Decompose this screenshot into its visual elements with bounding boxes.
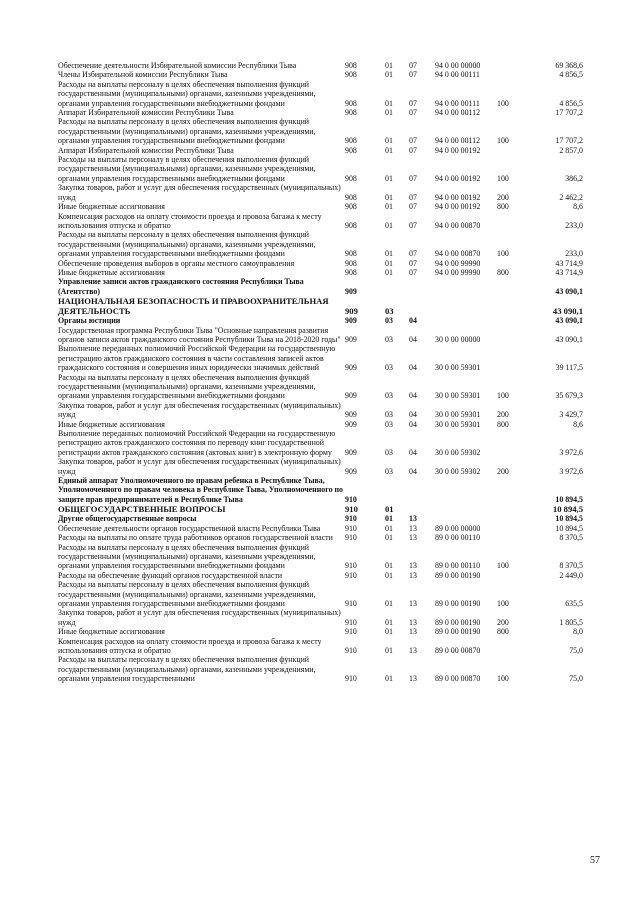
row-sum: 75,0 [569,674,583,684]
row-name: Иные бюджетные ассигнования [58,627,165,637]
table-row [58,296,583,316]
row-pr: 07 [409,192,417,202]
row-ved: 909 [345,316,357,326]
row-ved: 910 [345,570,357,580]
table-row [58,514,583,523]
row-pr: 04 [409,391,417,401]
row-rz: 03 [385,306,394,317]
row-name: Обеспечение проведения выборов в органы местного самоуправления [58,258,295,268]
row-csr: 89 0 00 00190 [435,570,481,580]
row-sum: 4 856,5 [559,98,583,108]
row-csr: 94 0 00 00870 [435,220,481,230]
row-rz: 01 [385,192,393,202]
table-row [58,533,583,542]
row-vr: 200 [497,410,509,420]
row-name: ОБЩЕГОСУДАРСТВЕННЫЕ ВОПРОСЫ [58,504,226,515]
row-pr: 04 [409,466,417,476]
row-name: Управление записи актов гражданского состояния Республики Тыва (Агентство) [58,277,304,296]
row-rz: 01 [385,504,394,515]
table-row [58,571,583,580]
row-csr: 94 0 00 99990 [435,267,481,277]
row-ved: 908 [345,249,357,259]
table-row [58,524,583,533]
row-pr: 04 [409,316,417,326]
table-row [58,146,583,155]
row-ved: 909 [345,419,357,429]
row-sum: 75,0 [569,645,583,655]
row-vr: 800 [497,627,509,637]
row-sum: 2 449,0 [559,570,583,580]
row-name: Расходы на выплаты персоналу в целях обеспечения выполнения функций государственными (муниципальными) органами, казенными учреждениями, органами управления государственными внебюджетными фондами [58,230,316,259]
row-vr: 100 [497,249,509,259]
row-sum: 8 370,5 [559,533,583,543]
row-ved: 909 [345,363,357,373]
row-rz: 01 [385,173,393,183]
row-sum: 2 462,2 [559,192,583,202]
row-ved: 908 [345,258,357,268]
row-name: Расходы на выплаты персоналу в целях обеспечения выполнения функций государственными (муниципальными) органами, казенными учреждениями, органами управления государственными внебюджетными фондами [58,155,316,183]
row-vr: 800 [497,202,509,212]
row-csr: 89 0 00 00190 [435,598,481,608]
row-name: Иные бюджетные ассигнования [58,267,165,277]
row-vr: 100 [497,561,509,571]
row-vr: 100 [497,391,509,401]
row-rz: 01 [385,617,393,627]
row-vr: 100 [497,136,509,146]
row-csr: 94 0 00 99990 [435,258,481,268]
row-rz: 01 [385,61,393,70]
row-name: Аппарат Избирательной комиссии Республики Тыва [58,108,234,118]
row-pr: 07 [409,145,417,155]
row-ved: 910 [345,514,357,524]
row-ved: 908 [345,220,357,230]
row-name: Иные бюджетные ассигнования [58,202,165,212]
table-row [58,457,583,476]
row-rz: 01 [385,514,393,524]
table-row [58,155,583,183]
row-ved: 909 [345,306,358,317]
row-csr: 89 0 00 00190 [435,617,481,627]
row-pr: 13 [409,598,417,608]
table-row [58,277,583,296]
table-row [58,344,583,372]
row-sum: 1 805,5 [559,617,583,627]
row-csr: 89 0 00 00870 [435,674,481,684]
row-pr: 07 [409,136,417,146]
row-name: Обеспечение деятельности Избирательной комиссии Республики Тыва [58,61,297,70]
row-ved: 910 [345,598,357,608]
row-name: Органы юстиции [58,316,121,326]
row-pr: 13 [409,561,417,571]
table-row [58,108,583,117]
row-name: Расходы на выплаты по оплате труда работников органов государственной власти [58,533,333,543]
table-row [58,202,583,211]
row-rz: 01 [385,70,393,80]
row-sum: 8,0 [573,627,583,637]
row-sum: 4 856,5 [559,70,583,80]
table-row [58,429,583,457]
row-ved: 908 [345,70,357,80]
row-sum: 43 090,1 [552,306,583,317]
row-sum: 8,6 [573,202,583,212]
row-pr: 07 [409,70,417,80]
row-rz: 01 [385,249,393,259]
table-row [58,637,583,656]
table-row [58,373,583,401]
row-ved: 910 [345,523,357,533]
row-sum: 69 368,6 [555,61,583,70]
row-sum: 3 972,6 [559,466,583,476]
row-rz: 03 [385,447,393,457]
row-name: Закупка товаров, работ и услуг для обеспечения государственных (муниципальных) нужд [58,608,341,627]
row-ved: 909 [345,391,357,401]
row-csr: 30 0 00 59301 [435,391,481,401]
row-pr: 04 [409,363,417,373]
row-name: Закупка товаров, работ и услуг для обеспечения государственных (муниципальных) нужд [58,457,341,476]
row-rz: 01 [385,627,393,637]
row-ved: 908 [345,202,357,212]
row-ved: 908 [345,136,357,146]
row-csr: 94 0 00 00111 [435,70,480,80]
row-vr: 200 [497,466,509,476]
row-csr: 89 0 00 00190 [435,627,481,637]
row-pr: 07 [409,98,417,108]
table-row [58,259,583,268]
row-vr: 100 [497,674,509,684]
row-sum: 635,5 [565,598,583,608]
row-sum: 10 894,5 [555,494,583,504]
row-rz: 03 [385,363,393,373]
row-vr: 200 [497,192,509,202]
row-rz: 01 [385,98,393,108]
row-rz: 01 [385,570,393,580]
row-sum: 39 117,5 [555,363,583,373]
row-ved: 910 [345,645,357,655]
budget-table [58,61,583,684]
row-name: НАЦИОНАЛЬНАЯ БЕЗОПАСНОСТЬ И ПРАВООХРАНИТЕЛЬНАЯ ДЕЯТЕЛЬНОСТЬ [58,296,329,317]
row-csr: 94 0 00 00111 [435,98,480,108]
row-csr: 94 0 00 00192 [435,202,481,212]
table-row [58,183,583,202]
row-rz: 01 [385,258,393,268]
row-csr: 94 0 00 00000 [435,61,481,70]
table-row [58,212,583,231]
row-sum: 43 090,1 [555,334,583,344]
row-ved: 910 [345,674,357,684]
row-sum: 43 090,1 [555,316,583,326]
row-ved: 910 [345,504,358,515]
row-name: Расходы на выплаты персоналу в целях обеспечения выполнения функций государственными (муниципальными) органами, казенными учреждениями, органами управления государственными [58,655,316,684]
row-sum: 43 714,9 [555,258,583,268]
row-ved: 909 [345,334,357,344]
table-row [58,543,583,571]
row-sum: 8,6 [573,419,583,429]
row-rz: 01 [385,598,393,608]
row-vr: 100 [497,173,509,183]
row-csr: 30 0 00 59301 [435,410,481,420]
row-pr: 07 [409,220,417,230]
row-pr: 13 [409,617,417,627]
row-ved: 910 [345,561,357,571]
row-sum: 17 707,2 [555,108,583,118]
row-ved: 908 [345,61,357,70]
row-ved: 909 [345,410,357,420]
row-sum: 8 370,5 [559,561,583,571]
row-name: Расходы на выплаты персоналу в целях обеспечения выполнения функций государственными (муниципальными) органами, казенными учреждениями, органами управления государственными внебюджетными фондами [58,542,316,571]
row-pr: 13 [409,533,417,543]
row-name: Единый аппарат Уполномоченного по правам ребенка в Республике Тыва, Уполномоченного по правам человека в Республике Тыва, Уполномоченного по защите прав предпринимателей в Республике Тыва [58,476,344,504]
row-vr: 200 [497,617,509,627]
row-sum: 233,0 [565,249,583,259]
row-name: Аппарат Избирательной комиссии Республики Тыва [58,145,234,155]
row-vr: 100 [497,598,509,608]
row-pr: 13 [409,523,417,533]
row-rz: 01 [385,267,393,277]
row-name: Иные бюджетные ассигнования [58,419,165,429]
table-row [58,608,583,627]
row-csr: 89 0 00 00870 [435,645,481,655]
table-row [58,580,583,608]
row-sum: 17 707,2 [555,136,583,146]
row-csr: 30 0 00 59301 [435,419,481,429]
row-ved: 910 [345,627,357,637]
row-pr: 07 [409,267,417,277]
row-name: Другие общегосударственные вопросы [58,514,197,524]
row-csr: 89 0 00 00110 [435,561,481,571]
row-ved: 909 [345,447,357,457]
table-row [58,504,583,514]
row-pr: 07 [409,173,417,183]
row-rz: 03 [385,410,393,420]
table-row [58,70,583,79]
row-csr: 89 0 00 00000 [435,523,481,533]
row-name: Расходы на обеспечение функций органов государственной власти [58,570,283,580]
table-row [58,401,583,420]
table-row [58,230,583,258]
row-pr: 04 [409,410,417,420]
row-rz: 01 [385,108,393,118]
row-sum: 35 679,3 [555,391,583,401]
row-csr: 94 0 00 00112 [435,136,481,146]
row-name: Компенсация расходов на оплату стоимости проезда и провоза багажа к месту использования отпуска и обратно [58,211,322,230]
row-name: Расходы на выплаты персоналу в целях обеспечения выполнения функций государственными (муниципальными) органами, казенными учреждениями, органами управления государственными внебюджетными фондами [58,372,316,401]
row-sum: 10 894,5 [555,523,583,533]
row-csr: 94 0 00 00192 [435,145,481,155]
row-pr: 07 [409,202,417,212]
row-pr: 04 [409,447,417,457]
row-csr: 94 0 00 00112 [435,108,481,118]
row-ved: 908 [345,267,357,277]
row-pr: 07 [409,249,417,259]
row-ved: 909 [345,286,357,296]
row-vr: 800 [497,267,509,277]
table-row [58,61,583,70]
page-number: 57 [590,855,600,866]
row-rz: 01 [385,136,393,146]
table-row [58,268,583,277]
row-vr: 100 [497,98,509,108]
row-rz: 01 [385,202,393,212]
row-ved: 908 [345,173,357,183]
row-sum: 233,0 [565,220,583,230]
row-name: Закупка товаров, работ и услуг для обеспечения государственных (муниципальных) нужд [58,183,341,202]
row-rz: 03 [385,391,393,401]
row-sum: 2 857,0 [559,145,583,155]
row-ved: 908 [345,108,357,118]
row-sum: 43 090,1 [555,286,583,296]
table-row [58,326,583,345]
row-rz: 01 [385,674,393,684]
row-rz: 03 [385,316,393,326]
row-pr: 07 [409,108,417,118]
row-sum: 10 894,5 [555,514,583,524]
row-csr: 30 0 00 00000 [435,334,481,344]
row-name: Выполнение переданных полномочий Российской Федерации на государственную регистрацию актов гражданского состояния по переводу книг государственной регистрации актов гражданского состояния (актовых книг) в электронную форму [58,429,336,457]
row-csr: 94 0 00 00870 [435,249,481,259]
row-rz: 01 [385,561,393,571]
table-row [58,655,583,683]
row-pr: 13 [409,570,417,580]
row-csr: 30 0 00 59302 [435,466,481,476]
table-row [58,420,583,429]
row-csr: 30 0 00 59301 [435,363,481,373]
row-name: Государственная программа Республики Тыва "Основные направления развития органов записи актов гражданского состояния Республики Тыва на 2018-2020 годы" [58,325,341,344]
row-rz: 01 [385,645,393,655]
row-sum: 10 894,5 [552,504,583,515]
row-pr: 13 [409,645,417,655]
table-row [58,316,583,325]
row-pr: 13 [409,674,417,684]
row-sum: 3 429,7 [559,410,583,420]
row-ved: 910 [345,533,357,543]
row-rz: 01 [385,220,393,230]
row-sum: 3 972,6 [559,447,583,457]
row-ved: 909 [345,466,357,476]
row-ved: 908 [345,192,357,202]
row-name: Компенсация расходов на оплату стоимости проезда и провоза багажа к месту использования отпуска и обратно [58,636,322,655]
row-sum: 386,2 [565,173,583,183]
row-name: Закупка товаров, работ и услуг для обеспечения государственных (муниципальных) нужд [58,400,341,420]
row-name: Расходы на выплаты персоналу в целях обеспечения выполнения функций государственными (муниципальными) органами, казенными учреждениями, органами управления государственными внебюджетными фондами [58,580,316,608]
row-name: Выполнение переданных полномочий Российской Федерации на государственную регистрацию актов гражданского состояния в части составления записей актов гражданского состояния и совершения иных юридически значимых действий [58,344,336,373]
row-pr: 04 [409,419,417,429]
row-name: Расходы на выплаты персоналу в целях обеспечения выполнения функций государственными (муниципальными) органами, казенными учреждениями, органами управления государственными внебюджетными фондами [58,79,316,108]
row-vr: 800 [497,419,509,429]
row-name: Обеспечение деятельности органов государственной власти Республики Тыва [58,523,321,533]
row-ved: 908 [345,98,357,108]
row-pr: 13 [409,514,417,524]
row-rz: 01 [385,523,393,533]
row-ved: 908 [345,145,357,155]
row-ved: 910 [345,617,357,627]
row-pr: 07 [409,258,417,268]
row-pr: 04 [409,334,417,344]
row-name: Члены Избирательной комиссии Республики Тыва [58,70,228,80]
table-row [58,80,583,108]
row-csr: 30 0 00 59302 [435,447,481,457]
row-sum: 43 714,9 [555,267,583,277]
row-name: Расходы на выплаты персоналу в целях обеспечения выполнения функций государственными (муниципальными) органами, казенными учреждениями, органами управления государственными внебюджетными фондами [58,117,316,146]
row-pr: 13 [409,627,417,637]
row-pr: 07 [409,61,417,70]
row-rz: 01 [385,533,393,543]
row-rz: 03 [385,466,393,476]
table-row [58,627,583,636]
row-csr: 89 0 00 00110 [435,533,481,543]
table-row [58,476,583,504]
table-row [58,117,583,145]
row-csr: 94 0 00 00192 [435,173,481,183]
row-rz: 03 [385,334,393,344]
row-rz: 01 [385,145,393,155]
row-csr: 94 0 00 00192 [435,192,481,202]
row-rz: 03 [385,419,393,429]
row-ved: 910 [345,494,357,504]
